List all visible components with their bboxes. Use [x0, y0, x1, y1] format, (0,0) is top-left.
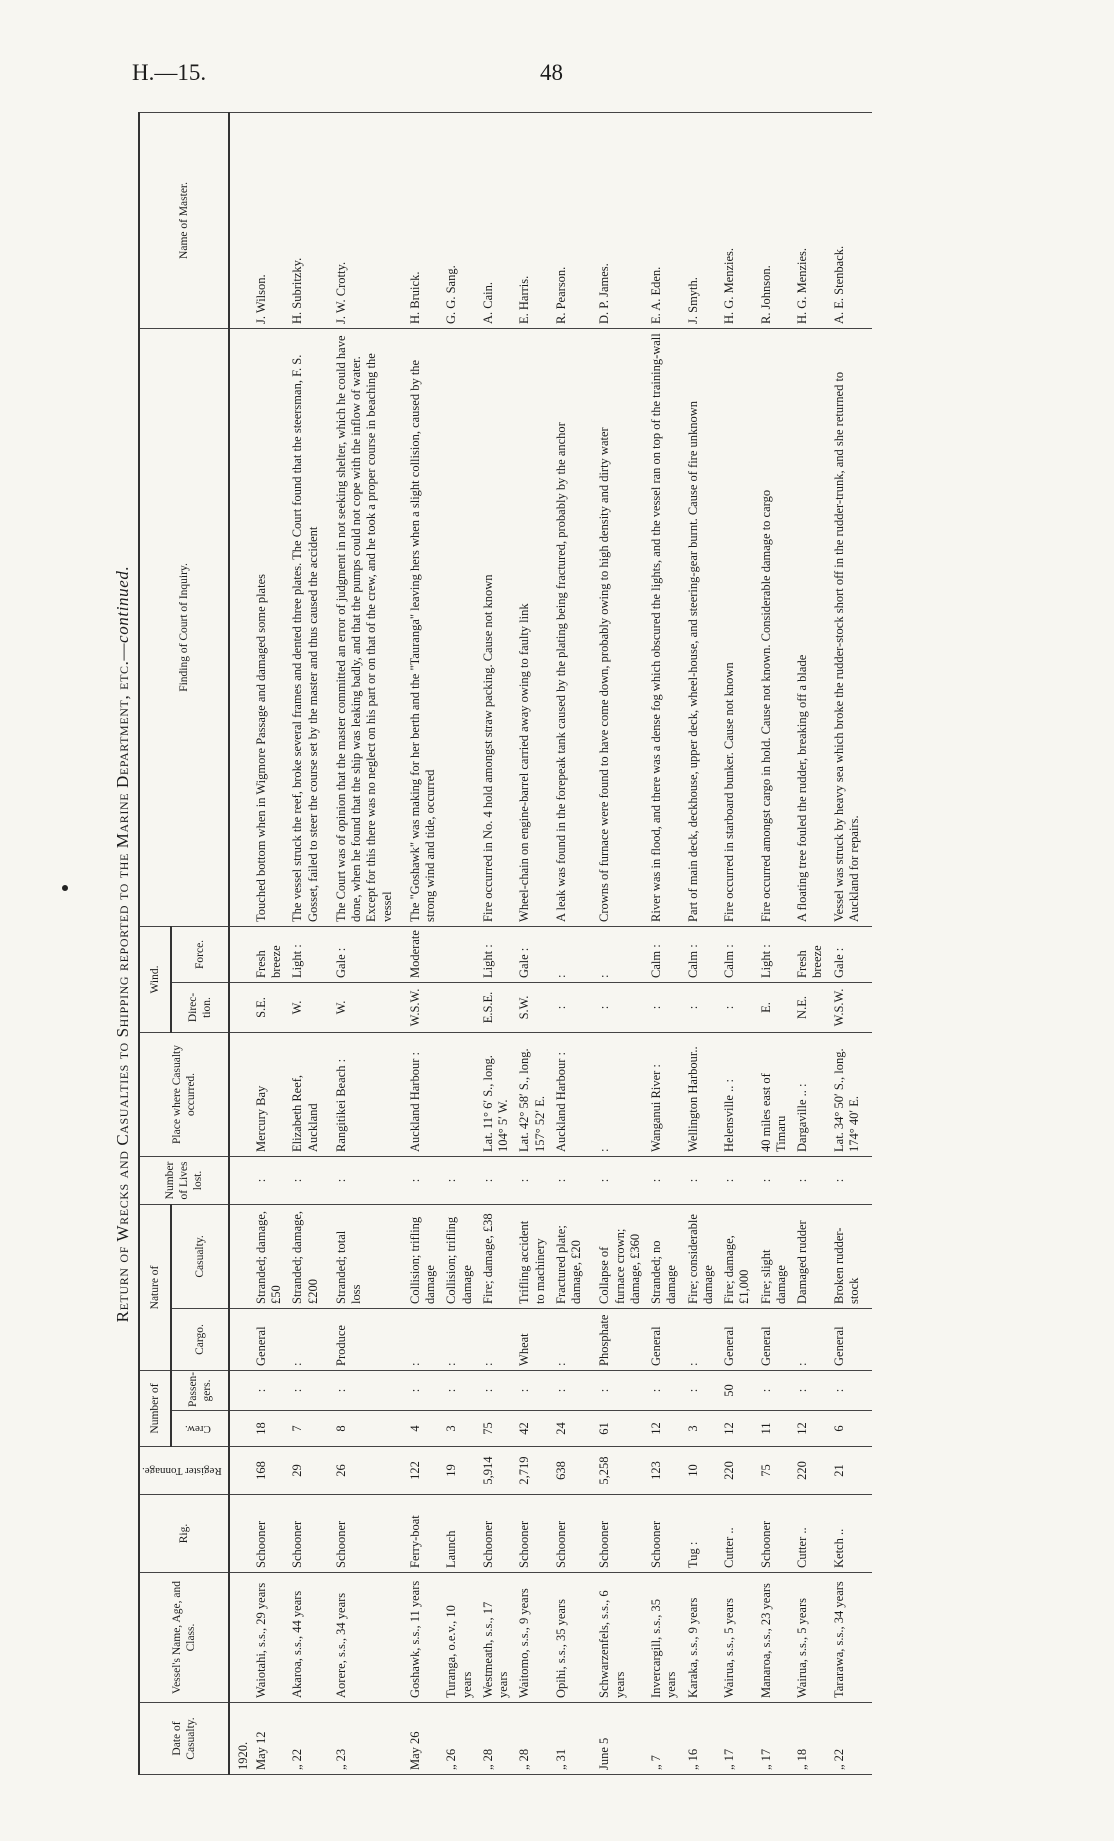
- cell-passengers: :: [514, 1370, 551, 1410]
- cell-wind-force: :: [551, 926, 588, 982]
- cell-lives-lost: :: [829, 1156, 873, 1204]
- header-place: Place where Casualty occurred.: [139, 1032, 229, 1156]
- cell-cargo: General: [719, 1308, 756, 1370]
- cell-place: 40 miles east of Timaru: [756, 1032, 793, 1156]
- table-title-main: Return of Wrecks and Casualties to Shipping reported to the Marine Department, etc.—: [113, 642, 132, 1323]
- cell-cargo: Produce: [324, 1308, 398, 1370]
- table-header-row: [139, 112, 171, 1774]
- cell-finding: The vessel struck the reef, broke several frames and dented three plates. The Court found that the steersman, F. S. Gosset, failed to steer the course set by the master and thus caused the accident: [287, 328, 324, 926]
- header-wind: Wind.: [139, 926, 171, 1032]
- cell-date: „ 26: [441, 1703, 478, 1775]
- cell-tonnage: 220: [792, 1447, 829, 1495]
- header-number-of: Number of: [139, 1370, 171, 1446]
- cell-cargo: :: [287, 1308, 324, 1370]
- cell-lives-lost: :: [324, 1156, 398, 1204]
- cell-tonnage: 220: [719, 1447, 756, 1495]
- table-row: [514, 112, 551, 1774]
- cell-wind-force: :: [587, 926, 646, 982]
- cell-wind-direction: W.: [287, 982, 324, 1032]
- cell-tonnage: 2,719: [514, 1447, 551, 1495]
- cell-wind-force: Gale :: [829, 926, 873, 982]
- cell-rig: Cutter ..: [719, 1495, 756, 1573]
- cell-wind-direction: [441, 982, 478, 1032]
- cell-tonnage: 26: [324, 1447, 398, 1495]
- year-row: [229, 112, 251, 1774]
- cell-rig: Ferry-boat: [398, 1495, 442, 1573]
- page-number: 48: [540, 60, 563, 85]
- cell-lives-lost: :: [756, 1156, 793, 1204]
- cell-date: „ 31: [551, 1703, 588, 1775]
- cell-date: „ 23: [324, 1703, 398, 1775]
- cell-casualty: Fire; considerable damage: [683, 1204, 720, 1308]
- table-row: [719, 112, 756, 1774]
- cell-wind-direction: W.: [324, 982, 398, 1032]
- header-crew-text: Crew.: [184, 1423, 211, 1436]
- cell-vessel: Waiotahi, s.s., 29 years: [251, 1573, 288, 1703]
- cell-vessel: Invercargill, s.s., 35 years: [646, 1573, 683, 1703]
- header-nature-of: Nature of: [139, 1204, 171, 1370]
- table-row: [587, 112, 646, 1774]
- cell-cargo: :: [441, 1308, 478, 1370]
- cell-wind-force: Gale :: [324, 926, 398, 982]
- table-row: [398, 112, 442, 1774]
- cell-date: „ 16: [683, 1703, 720, 1775]
- ink-dot: [62, 885, 68, 891]
- cell-crew: 12: [646, 1411, 683, 1447]
- header-wind-direction: Direc-tion.: [171, 982, 229, 1032]
- cell-wind-force: Light :: [287, 926, 324, 982]
- cell-place: Dargaville .. :: [792, 1032, 829, 1156]
- cell-passengers: :: [792, 1370, 829, 1410]
- cell-cargo: :: [478, 1308, 515, 1370]
- cell-finding: Fire occurred in starboard bunker. Cause not known: [719, 328, 756, 926]
- cell-date: „ 22: [829, 1703, 873, 1775]
- cell-vessel: Opihi, s.s., 35 years: [551, 1573, 588, 1703]
- cell-finding: [441, 328, 478, 926]
- table-row: [324, 112, 398, 1774]
- cell-rig: Schooner: [514, 1495, 551, 1573]
- cell-finding: The "Goshawk" was making for her berth and the "Tauranga" leaving hers when a slight collision, caused by the strong wind and tide, occurred: [398, 328, 442, 926]
- cell-tonnage: 5,258: [587, 1447, 646, 1495]
- cell-master: D. P. James.: [587, 112, 646, 328]
- cell-lives-lost: :: [551, 1156, 588, 1204]
- cell-rig: Schooner: [756, 1495, 793, 1573]
- cell-rig: Schooner: [251, 1495, 288, 1573]
- cell-vessel: Akaroa, s.s., 44 years: [287, 1573, 324, 1703]
- cell-rig: Schooner: [646, 1495, 683, 1573]
- cell-finding: A floating tree fouled the rudder, breaking off a blade: [792, 328, 829, 926]
- cell-master: E. A. Eden.: [646, 112, 683, 328]
- cell-place: Lat. 11° 6′ S., long. 104° 5′ W.: [478, 1032, 515, 1156]
- cell-passengers: 50: [719, 1370, 756, 1410]
- cell-rig: Ketch ..: [829, 1495, 873, 1573]
- cell-passengers: :: [829, 1370, 873, 1410]
- cell-casualty: Stranded; total loss: [324, 1204, 398, 1308]
- cell-date: „ 22: [287, 1703, 324, 1775]
- cell-lives-lost: :: [251, 1156, 288, 1204]
- table-row: [829, 112, 873, 1774]
- cell-lives-lost: :: [792, 1156, 829, 1204]
- cell-wind-direction: :: [683, 982, 720, 1032]
- cell-casualty: Stranded; damage, £200: [287, 1204, 324, 1308]
- cell-vessel: Aorere, s.s., 34 years: [324, 1573, 398, 1703]
- cell-master: R. Pearson.: [551, 112, 588, 328]
- cell-passengers: :: [441, 1370, 478, 1410]
- cell-lives-lost: :: [478, 1156, 515, 1204]
- cell-master: A. Cain.: [478, 112, 515, 328]
- cell-finding: Wheel-chain on engine-barrel carried away owing to faulty link: [514, 328, 551, 926]
- cell-place: Helensville .. :: [719, 1032, 756, 1156]
- table-row: [441, 112, 478, 1774]
- cell-wind-force: Fresh breeze: [792, 926, 829, 982]
- cell-wind-direction: E.: [756, 982, 793, 1032]
- table-title-continued: continued.: [113, 565, 132, 643]
- header-date: Date of Casualty.: [139, 1703, 229, 1775]
- cell-wind-direction: E.S.E.: [478, 982, 515, 1032]
- cell-tonnage: 19: [441, 1447, 478, 1495]
- cell-finding: Fire occurred amongst cargo in hold. Cause not known. Considerable damage to cargo: [756, 328, 793, 926]
- cell-tonnage: 122: [398, 1447, 442, 1495]
- cell-cargo: :: [792, 1308, 829, 1370]
- cell-master: G. G. Sang.: [441, 112, 478, 328]
- cell-casualty: Damaged rudder: [792, 1204, 829, 1308]
- table-row: [792, 112, 829, 1774]
- cell-master: J. W. Crotty.: [324, 112, 398, 328]
- cell-casualty: Stranded; no damage: [646, 1204, 683, 1308]
- cell-vessel: Turanga, o.e.v., 10 years: [441, 1573, 478, 1703]
- cell-master: A. E. Stenback.: [829, 112, 873, 328]
- cell-passengers: :: [398, 1370, 442, 1410]
- cell-crew: 18: [251, 1411, 288, 1447]
- cell-place: Wanganui River :: [646, 1032, 683, 1156]
- cell-casualty: Broken rudder-stock: [829, 1204, 873, 1308]
- cell-date: „ 28: [478, 1703, 515, 1775]
- cell-lives-lost: :: [719, 1156, 756, 1204]
- header-tonnage-text: Register Tonnage.: [142, 1465, 222, 1478]
- cell-cargo: :: [551, 1308, 588, 1370]
- header-finding: Finding of Court of Inquiry.: [139, 328, 229, 926]
- cell-wind-direction: :: [719, 982, 756, 1032]
- cell-tonnage: 10: [683, 1447, 720, 1495]
- cell-tonnage: 21: [829, 1447, 873, 1495]
- cell-lives-lost: :: [441, 1156, 478, 1204]
- cell-vessel: Westmeath, s.s., 17 years: [478, 1573, 515, 1703]
- cell-master: J. Wilson.: [251, 112, 288, 328]
- cell-wind-force: Light :: [756, 926, 793, 982]
- cell-vessel: Wairua, s.s., 5 years: [792, 1573, 829, 1703]
- cell-wind-direction: :: [551, 982, 588, 1032]
- cell-casualty: Stranded; damage, £50: [251, 1204, 288, 1308]
- cell-place: Elizabeth Reef, Auckland: [287, 1032, 324, 1156]
- cell-wind-direction: :: [646, 982, 683, 1032]
- cell-place: [441, 1032, 478, 1156]
- cell-casualty: Collision; trifling damage: [441, 1204, 478, 1308]
- cell-rig: Schooner: [478, 1495, 515, 1573]
- cell-passengers: :: [551, 1370, 588, 1410]
- table-row: [683, 112, 720, 1774]
- cell-crew: 4: [398, 1411, 442, 1447]
- header-lives-lost: Number of Lives lost.: [139, 1156, 229, 1204]
- cell-passengers: :: [756, 1370, 793, 1410]
- cell-place: Mercury Bay: [251, 1032, 288, 1156]
- document-reference: H.—15.: [132, 60, 207, 85]
- table-row: [756, 112, 793, 1774]
- cell-cargo: General: [251, 1308, 288, 1370]
- cell-cargo: Phosphate: [587, 1308, 646, 1370]
- cell-tonnage: 123: [646, 1447, 683, 1495]
- cell-crew: 12: [719, 1411, 756, 1447]
- cell-date: June 5: [587, 1703, 646, 1775]
- cell-wind-force: Calm :: [683, 926, 720, 982]
- cell-vessel: Tararawa, s.s., 34 years: [829, 1573, 873, 1703]
- cell-crew: 8: [324, 1411, 398, 1447]
- cell-date: „ 18: [792, 1703, 829, 1775]
- cell-passengers: :: [683, 1370, 720, 1410]
- cell-master: E. Harris.: [514, 112, 551, 328]
- cell-casualty: Collision; trifling damage: [398, 1204, 442, 1308]
- cell-lives-lost: :: [287, 1156, 324, 1204]
- header-wind-force: Force.: [171, 926, 229, 982]
- cell-place: :: [587, 1032, 646, 1156]
- cell-finding: Fire occurred in No. 4 hold amongst straw packing. Cause not known: [478, 328, 515, 926]
- cell-master: J. Smyth.: [683, 112, 720, 328]
- cell-place: Lat. 42° 58′ S., long. 157° 52′ E.: [514, 1032, 551, 1156]
- header-rig: Rig.: [139, 1495, 229, 1573]
- cell-crew: 12: [792, 1411, 829, 1447]
- page-header: [0, 60, 1114, 100]
- cell-vessel: Manaroa, s.s., 23 years: [756, 1573, 793, 1703]
- cell-wind-force: Moderate: [398, 926, 442, 982]
- cell-rig: Schooner: [287, 1495, 324, 1573]
- cell-lives-lost: :: [646, 1156, 683, 1204]
- cell-wind-direction: S.E.: [251, 982, 288, 1032]
- cell-date: „ 17: [756, 1703, 793, 1775]
- cell-place: Wellington Harbour..: [683, 1032, 720, 1156]
- cell-casualty: Fractured plate; damage, £20: [551, 1204, 588, 1308]
- cell-vessel: Waitomo, s.s., 9 years: [514, 1573, 551, 1703]
- cell-cargo: General: [646, 1308, 683, 1370]
- header-casualty: Casualty.: [171, 1204, 229, 1308]
- cell-crew: 11: [756, 1411, 793, 1447]
- cell-finding: River was in flood, and there was a dense fog which obscured the lights, and the vessel ran on top of the training-wall: [646, 328, 683, 926]
- cell-place: Lat. 34° 50′ S., long. 174° 40′ E.: [829, 1032, 873, 1156]
- table-row: [551, 112, 588, 1774]
- cell-passengers: :: [646, 1370, 683, 1410]
- cell-crew: 75: [478, 1411, 515, 1447]
- cell-date: May 26: [398, 1703, 442, 1775]
- cell-rig: Schooner: [324, 1495, 398, 1573]
- cell-rig: Schooner: [587, 1495, 646, 1573]
- cell-casualty: Fire; damage, £38: [478, 1204, 515, 1308]
- cell-cargo: :: [683, 1308, 720, 1370]
- header-vessel: Vessel's Name, Age, and Class.: [139, 1573, 229, 1703]
- cell-wind-force: [441, 926, 478, 982]
- cell-rig: Launch: [441, 1495, 478, 1573]
- cell-tonnage: 29: [287, 1447, 324, 1495]
- cell-finding: Crowns of furnace were found to have come down, probably owing to high density and dirty water: [587, 328, 646, 926]
- cell-vessel: Wairua, s.s., 5 years: [719, 1573, 756, 1703]
- year-label: 1920.: [229, 1703, 251, 1775]
- cell-place: Rangitikei Beach :: [324, 1032, 398, 1156]
- cell-master: R. Johnson.: [756, 112, 793, 328]
- cell-master: H. G. Menzies.: [719, 112, 756, 328]
- cell-crew: 3: [441, 1411, 478, 1447]
- cell-master: H. Subritzky.: [287, 112, 324, 328]
- cell-lives-lost: :: [398, 1156, 442, 1204]
- table-title: [108, 113, 138, 1775]
- header-passengers: Passen-gers.: [171, 1370, 229, 1410]
- cell-passengers: :: [324, 1370, 398, 1410]
- cell-wind-direction: W.S.W.: [829, 982, 873, 1032]
- table-row: [646, 112, 683, 1774]
- cell-wind-direction: :: [587, 982, 646, 1032]
- cell-wind-direction: N.E.: [792, 982, 829, 1032]
- cell-cargo: General: [829, 1308, 873, 1370]
- cell-finding: Part of main deck, deckhouse, upper deck, wheel-house, and steering-gear burnt. Cause of fire unknown: [683, 328, 720, 926]
- cell-rig: Schooner: [551, 1495, 588, 1573]
- cell-wind-force: Fresh breeze: [251, 926, 288, 982]
- table-row: [287, 112, 324, 1774]
- cell-wind-force: Calm :: [719, 926, 756, 982]
- cell-casualty: Trifling accident to machinery: [514, 1204, 551, 1308]
- cell-rig: Cutter ..: [792, 1495, 829, 1573]
- cell-tonnage: 638: [551, 1447, 588, 1495]
- cell-master: H. Bruick.: [398, 112, 442, 328]
- cell-place: Auckland Harbour :: [551, 1032, 588, 1156]
- cell-cargo: General: [756, 1308, 793, 1370]
- cell-crew: 3: [683, 1411, 720, 1447]
- cell-vessel: Karaka, s.s., 9 years: [683, 1573, 720, 1703]
- cell-crew: 7: [287, 1411, 324, 1447]
- cell-crew: 6: [829, 1411, 873, 1447]
- cell-rig: Tug :: [683, 1495, 720, 1573]
- cell-crew: 61: [587, 1411, 646, 1447]
- cell-tonnage: 75: [756, 1447, 793, 1495]
- cell-finding: Vessel was struck by heavy sea which broke the rudder-stock short off in the rudder-trunk, and she returned to Auckland for repairs.: [829, 328, 873, 926]
- header-crew: [171, 1411, 229, 1447]
- cell-lives-lost: :: [514, 1156, 551, 1204]
- cell-finding: The Court was of opinion that the master committed an error of judgment in not seeking shelter, which he could have done, when he found that the ship was leaking badly, and that the pumps could not cope with the inflow of water. Except for this there was no neglect on his part or on that of the crew, and he took a proper course in beaching the vessel: [324, 328, 398, 926]
- cell-lives-lost: :: [587, 1156, 646, 1204]
- cell-wind-direction: W.S.W.: [398, 982, 442, 1032]
- casualty-table: [138, 112, 872, 1775]
- cell-cargo: Wheat: [514, 1308, 551, 1370]
- rotated-table-container: [108, 113, 983, 1775]
- cell-vessel: Schwarzenfels, s.s., 6 years: [587, 1573, 646, 1703]
- cell-casualty: Collapse of furnace crown; damage, £360: [587, 1204, 646, 1308]
- cell-passengers: :: [287, 1370, 324, 1410]
- cell-finding: Touched bottom when in Wigmore Passage and damaged some plates: [251, 328, 288, 926]
- cell-master: H. G. Menzies.: [792, 112, 829, 328]
- header-tonnage: [139, 1447, 229, 1495]
- cell-date: „ 17: [719, 1703, 756, 1775]
- cell-cargo: :: [398, 1308, 442, 1370]
- cell-date: May 12: [251, 1703, 288, 1775]
- cell-passengers: :: [478, 1370, 515, 1410]
- cell-casualty: Fire; damage, £1,000: [719, 1204, 756, 1308]
- cell-casualty: Fire; slight damage: [756, 1204, 793, 1308]
- cell-crew: 24: [551, 1411, 588, 1447]
- cell-wind-force: Gale :: [514, 926, 551, 982]
- header-cargo: Cargo.: [171, 1308, 229, 1370]
- cell-tonnage: 168: [251, 1447, 288, 1495]
- cell-wind-force: Calm :: [646, 926, 683, 982]
- cell-passengers: :: [251, 1370, 288, 1410]
- cell-date: „ 28: [514, 1703, 551, 1775]
- table-row: [251, 112, 288, 1774]
- cell-lives-lost: :: [683, 1156, 720, 1204]
- cell-finding: A leak was found in the forepeak tank caused by the plating being fractured, probably by the anchor: [551, 328, 588, 926]
- table-body: [229, 112, 873, 1774]
- cell-wind-direction: S.W.: [514, 982, 551, 1032]
- cell-date: „ 7: [646, 1703, 683, 1775]
- header-master: Name of Master.: [139, 112, 229, 328]
- table-row: [478, 112, 515, 1774]
- cell-crew: 42: [514, 1411, 551, 1447]
- cell-place: Auckland Harbour :: [398, 1032, 442, 1156]
- cell-vessel: Goshawk, s.s., 11 years: [398, 1573, 442, 1703]
- cell-passengers: :: [587, 1370, 646, 1410]
- cell-wind-force: Light :: [478, 926, 515, 982]
- cell-tonnage: 5,914: [478, 1447, 515, 1495]
